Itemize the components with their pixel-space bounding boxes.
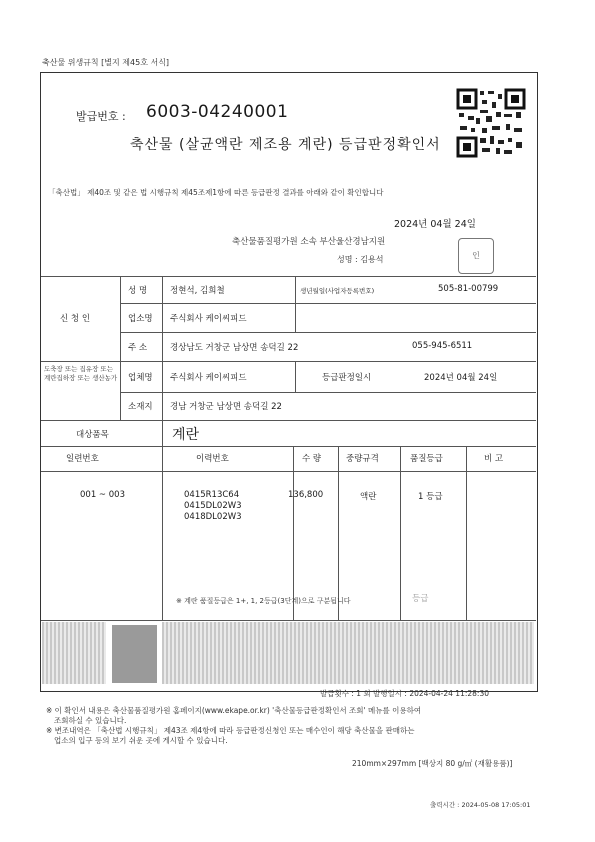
- table-rule: [41, 446, 536, 447]
- header-qty: 수 량: [302, 454, 322, 464]
- issue-number-label: 발급번호 :: [76, 110, 126, 123]
- form-label: 축산물 위생규칙 [별지 제45호 서식]: [42, 58, 170, 67]
- business-value: 주식회사 케이씨피드: [170, 314, 247, 324]
- header-grade: 품질등급: [410, 454, 443, 464]
- header-weight: 중량규격: [346, 454, 379, 464]
- note-line-3: ※ 변조내역은 「축산법 시행규칙」 제43조 제4항에 따라 등급판정신청인 또는 매수인이 해당 축산물을 판매하는: [46, 726, 415, 735]
- header-trace: 이력번호: [196, 454, 229, 464]
- location-value: 경남 거창군 남상면 송덕길 22: [170, 402, 282, 412]
- official-seal: 인: [458, 238, 494, 274]
- address-label: 주 소: [128, 343, 148, 353]
- birth-label: 생년월일(사업자등록번호): [300, 287, 375, 295]
- qty-value: 136,800: [288, 490, 324, 500]
- table-rule: [120, 332, 536, 333]
- table-rule: [295, 361, 296, 392]
- item-label: 대상품목: [76, 430, 109, 440]
- grading-date-value: 2024년 04월 24일: [424, 373, 498, 383]
- table-rule: [41, 420, 536, 421]
- table-rule: [295, 276, 296, 332]
- paper-spec: 210mm×297mm [백상지 80 g/㎡ (재활용품)]: [352, 759, 513, 768]
- item-value: 계란: [172, 427, 200, 443]
- inspector-name: 성명 : 김용석: [337, 255, 384, 264]
- company-label: 업체명: [128, 373, 153, 383]
- location-label: 소재지: [128, 402, 153, 412]
- table-rule: [120, 392, 536, 393]
- issue-number: 6003-04240001: [146, 102, 289, 122]
- note-line-1: ※ 이 확인서 내용은 축산물품질평가원 홈페이지(www.ekape.or.kr) '축산물등급판정확인서 조회' 메뉴를 이용하여: [46, 706, 422, 715]
- table-rule: [120, 276, 121, 420]
- note-line-4: 업소의 입구 등의 보기 쉬운 곳에 게시할 수 있습니다.: [54, 736, 228, 745]
- table-rule: [338, 446, 339, 620]
- weight-value: 액란: [360, 492, 377, 502]
- issue-date: 2024년 04월 24일: [394, 219, 476, 230]
- table-rule: [293, 446, 294, 620]
- table-rule: [120, 303, 536, 304]
- header-note: 비 고: [484, 454, 504, 464]
- barcode-strip: [42, 622, 106, 684]
- serial-value: 001 ~ 003: [80, 490, 125, 500]
- obscured-area: [162, 622, 534, 684]
- company-value: 주식회사 케이씨피드: [170, 373, 247, 383]
- grade-value: 1 등급: [418, 492, 443, 502]
- table-rule: [41, 620, 536, 621]
- trace-value-2: 0415DL02W3: [184, 501, 242, 511]
- intro-text: 「축산법」 제40조 및 같은 법 시행규칙 제45조제1항에 따른 등급판정 결과를 아래와 같이 확인합니다: [48, 188, 384, 197]
- certificate-title: 축산물 (살균액란 제조용 계란) 등급판정확인서: [130, 137, 441, 153]
- stamp-image: [112, 625, 157, 683]
- place-section-label: 도축장 또는 집유장 또는 계란집하장 또는 생산농가: [44, 365, 118, 382]
- issuing-agency: 축산물품질평가원 소속 부산울산경남지원: [232, 237, 386, 247]
- trace-value-3: 0418DL02W3: [184, 512, 242, 522]
- issue-footer: 발급횟수 : 1 회 발행일시 : 2024-04-24 11:28:30: [320, 689, 489, 698]
- name-value: 정현석, 김희철: [170, 286, 225, 296]
- qr-code: [456, 88, 526, 158]
- name-label: 성 명: [128, 286, 148, 296]
- trace-value-1: 0415R13C64: [184, 490, 240, 500]
- table-rule: [41, 361, 536, 362]
- grade-footnote-end: 등급: [412, 594, 429, 604]
- table-rule: [162, 420, 163, 620]
- table-rule: [41, 471, 536, 472]
- print-time: 출력시간 : 2024-05-08 17:05:01: [430, 801, 531, 809]
- table-rule: [162, 276, 163, 420]
- address-value: 경상남도 거창군 남상면 송덕길 22: [170, 343, 299, 353]
- table-rule: [466, 446, 467, 620]
- table-rule: [41, 276, 536, 277]
- business-label: 업소명: [128, 314, 153, 324]
- birth-value: 505-81-00799: [438, 284, 499, 294]
- phone-value: 055-945-6511: [412, 341, 473, 351]
- header-serial: 일련번호: [66, 454, 99, 464]
- table-rule: [400, 446, 401, 620]
- grade-footnote: ※ 계란 품질등급은 1+, 1, 2등급(3단계)으로 구분됩니다: [176, 597, 351, 605]
- applicant-section-label: 신 청 인: [60, 314, 91, 324]
- note-line-2: 조회하실 수 있습니다.: [54, 716, 127, 725]
- grading-date-label: 등급판정일시: [322, 373, 372, 383]
